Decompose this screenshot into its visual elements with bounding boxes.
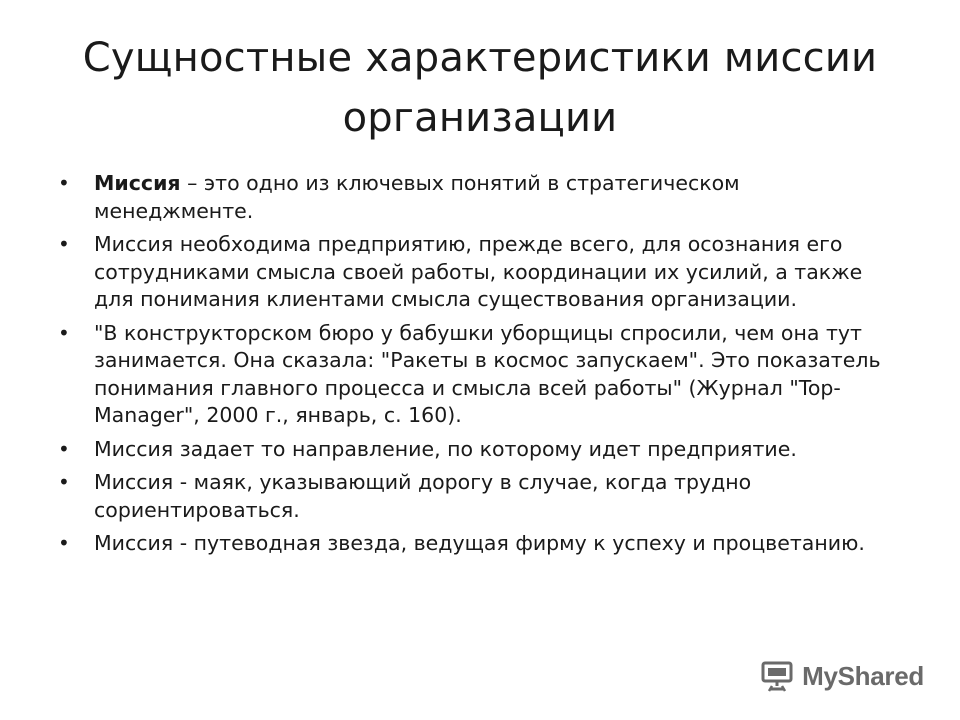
bullet-item: [58, 170, 898, 225]
watermark-text: MyShared: [802, 660, 924, 691]
bullet-item: [58, 320, 898, 430]
projector-screen-icon: [760, 659, 794, 693]
bullet-term: Миссия: [94, 171, 181, 195]
bullet-list: [58, 170, 898, 564]
slide-title: Сущностные характеристики миссии организации: [82, 35, 878, 141]
bullet-text: Миссия необходима предприятию, прежде всего, для осознания его сотрудниками смысла своей работы, координации их усилий, а также для понимания клиентами смысла существования организации.: [94, 232, 863, 311]
watermark: [760, 658, 924, 694]
bullet-item: [58, 530, 898, 558]
bullet-dot-icon: •: [58, 470, 70, 494]
bullet-text: – это одно из ключевых понятий в стратегическом менеджменте.: [94, 171, 740, 223]
bullet-dot-icon: •: [58, 320, 70, 345]
bullet-text: Миссия - маяк, указывающий дорогу в случае, когда трудно сориентироваться.: [94, 470, 752, 522]
bullet-dot-icon: •: [58, 171, 70, 195]
bullet-dot-icon: •: [58, 436, 70, 461]
bullet-dot-icon: •: [58, 531, 70, 555]
bullet-item: [58, 231, 898, 314]
bullet-text: Миссия - путеводная звезда, ведущая фирму к успеху и процветанию.: [94, 531, 865, 555]
bullet-item: [58, 436, 898, 464]
bullet-dot-icon: •: [58, 232, 70, 256]
bullet-item: [58, 469, 898, 524]
bullet-text: "В конструкторском бюро у бабушки уборщицы спросили, чем она тут занимается. Она сказала: "Ракеты в космос запускаем". Это показатель понимания главного процесса и смысла всей работы" (Журнал "Top-Manager", 2000 г., январь, с. 160).: [94, 320, 881, 427]
bullet-text: Миссия задает то направление, по которому идет предприятие.: [94, 436, 797, 461]
